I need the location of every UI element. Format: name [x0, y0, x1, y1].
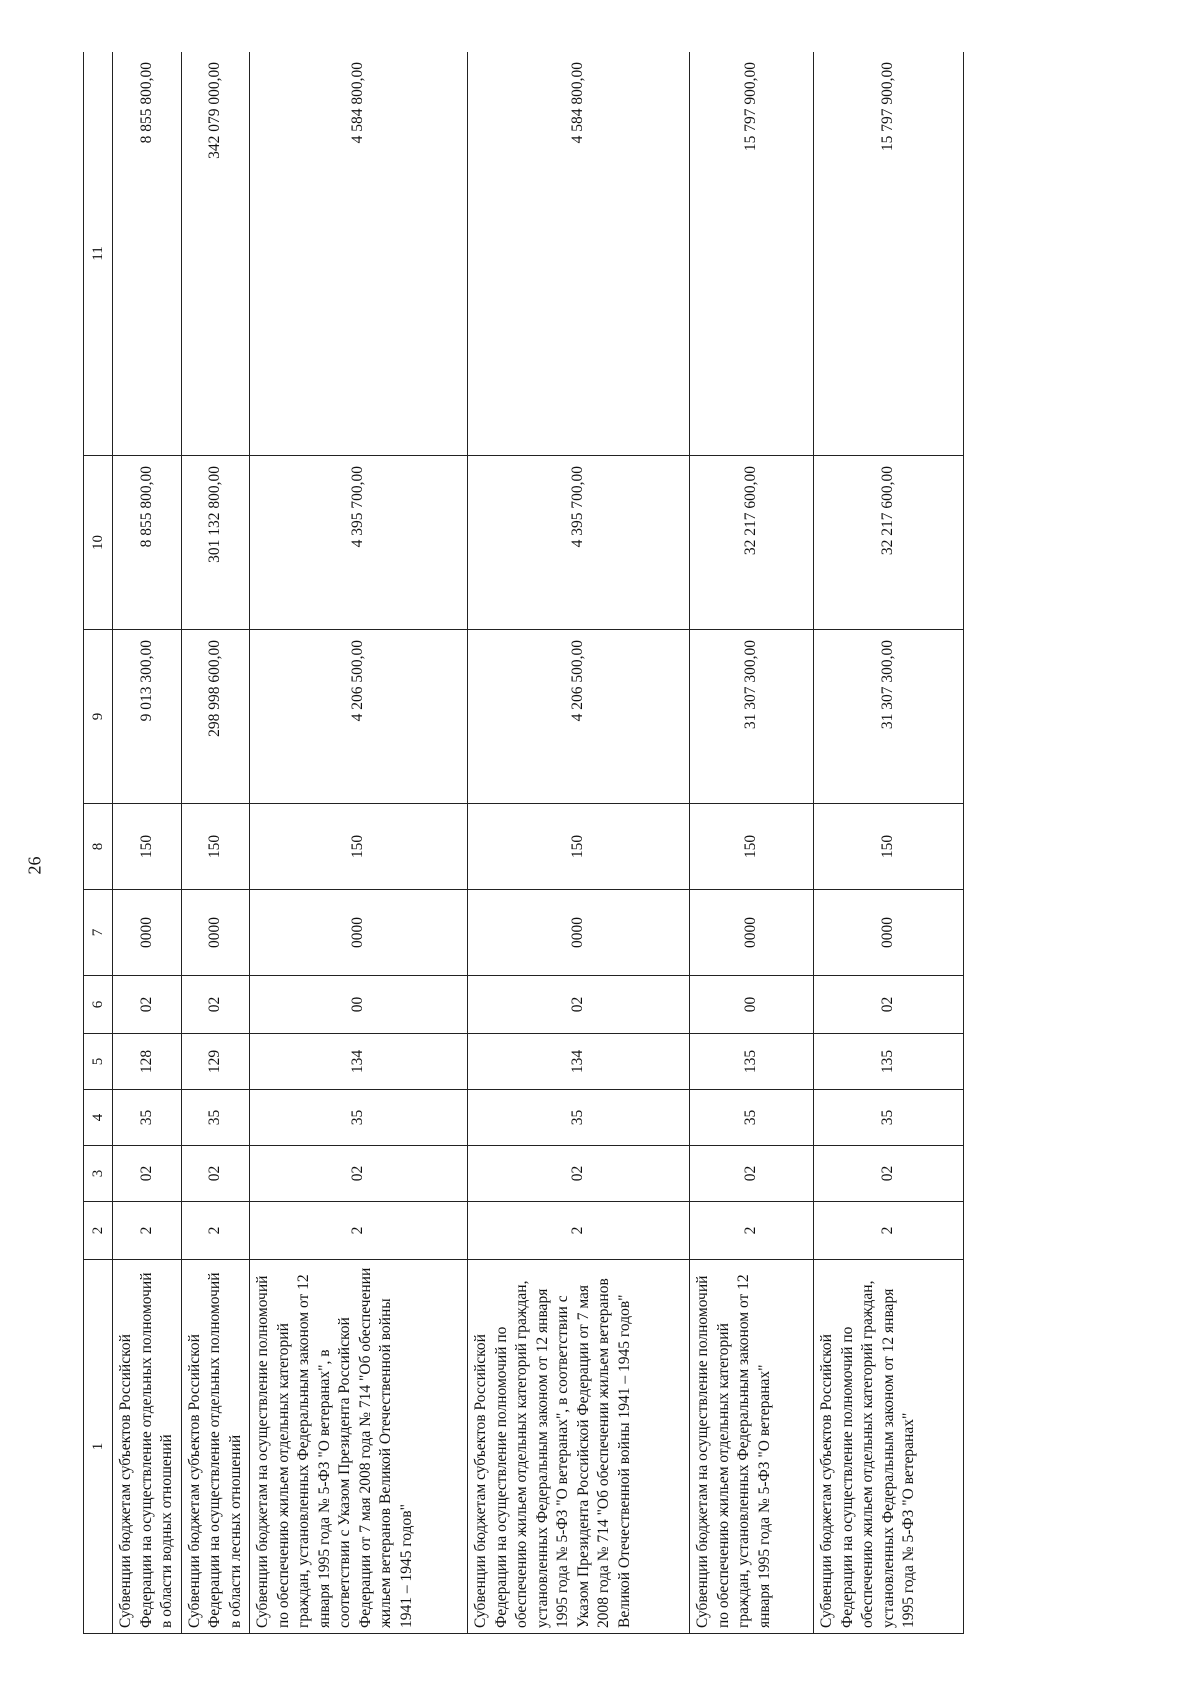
cell-col4: 35 — [814, 1090, 964, 1146]
cell-col10: 8 855 800,00 — [113, 456, 182, 630]
column-header: 8 — [84, 804, 113, 890]
cell-col9: 4 206 500,00 — [468, 630, 690, 804]
cell-col10: 32 217 600,00 — [690, 456, 814, 630]
column-header: 10 — [84, 456, 113, 630]
cell-col4: 35 — [113, 1090, 182, 1146]
cell-col4: 35 — [250, 1090, 468, 1146]
cell-col10: 32 217 600,00 — [814, 456, 964, 630]
cell-col7: 0000 — [113, 890, 182, 976]
cell-col9: 31 307 300,00 — [690, 630, 814, 804]
cell-col7: 0000 — [814, 890, 964, 976]
cell-col11: 15 797 900,00 — [814, 52, 964, 456]
cell-col11: 342 079 000,00 — [181, 52, 250, 456]
cell-col8: 150 — [181, 804, 250, 890]
cell-col2: 2 — [181, 1202, 250, 1260]
table-row — [250, 52, 468, 1634]
cell-col11: 4 584 800,00 — [468, 52, 690, 456]
cell-col7: 0000 — [690, 890, 814, 976]
cell-col8: 150 — [814, 804, 964, 890]
column-header: 1 — [84, 1260, 113, 1634]
cell-col10: 4 395 700,00 — [468, 456, 690, 630]
cell-col5: 129 — [181, 1034, 250, 1090]
rotated-page — [83, 52, 1053, 1634]
budget-table — [83, 52, 964, 1634]
cell-col2: 2 — [690, 1202, 814, 1260]
column-header: 2 — [84, 1202, 113, 1260]
row-name: Субвенции бюджетам субъектов Российской Федерации на осуществление отдельных полномочий в области лесных отношений — [181, 1260, 250, 1634]
cell-col3: 02 — [468, 1146, 690, 1202]
row-name: Субвенции бюджетам на осуществление полномочий по обеспечению жильем отдельных категорий граждан, установленных Федеральным законом от 12 января 1995 года № 5-ФЗ "О ветеранах" — [690, 1260, 814, 1634]
cell-col6: 00 — [690, 976, 814, 1034]
cell-col5: 134 — [468, 1034, 690, 1090]
cell-col6: 02 — [814, 976, 964, 1034]
cell-col2: 2 — [814, 1202, 964, 1260]
cell-col8: 150 — [250, 804, 468, 890]
table-row — [690, 52, 814, 1634]
cell-col5: 128 — [113, 1034, 182, 1090]
cell-col8: 150 — [690, 804, 814, 890]
cell-col7: 0000 — [250, 890, 468, 976]
column-header: 9 — [84, 630, 113, 804]
cell-col3: 02 — [181, 1146, 250, 1202]
cell-col11: 4 584 800,00 — [250, 52, 468, 456]
table-row — [113, 52, 182, 1634]
cell-col3: 02 — [814, 1146, 964, 1202]
cell-col10: 4 395 700,00 — [250, 456, 468, 630]
row-name: Субвенции бюджетам субъектов Российской Федерации на осуществление полномочий по обеспечению жильем отдельных категорий граждан, установленных Федеральным законом от 12 января 1995 года № 5-ФЗ "О ветеранах" — [814, 1260, 964, 1634]
page-number: 26 — [24, 856, 45, 875]
cell-col4: 35 — [690, 1090, 814, 1146]
table-row — [468, 52, 690, 1634]
cell-col6: 02 — [468, 976, 690, 1034]
cell-col11: 8 855 800,00 — [113, 52, 182, 456]
column-header: 5 — [84, 1034, 113, 1090]
cell-col2: 2 — [468, 1202, 690, 1260]
cell-col3: 02 — [690, 1146, 814, 1202]
cell-col11: 15 797 900,00 — [690, 52, 814, 456]
cell-col3: 02 — [113, 1146, 182, 1202]
cell-col3: 02 — [250, 1146, 468, 1202]
cell-col9: 9 013 300,00 — [113, 630, 182, 804]
cell-col7: 0000 — [468, 890, 690, 976]
column-header: 3 — [84, 1146, 113, 1202]
column-header: 6 — [84, 976, 113, 1034]
cell-col10: 301 132 800,00 — [181, 456, 250, 630]
cell-col6: 02 — [181, 976, 250, 1034]
column-header: 4 — [84, 1090, 113, 1146]
cell-col6: 00 — [250, 976, 468, 1034]
cell-col6: 02 — [113, 976, 182, 1034]
cell-col4: 35 — [181, 1090, 250, 1146]
row-name: Субвенции бюджетам субъектов Российской Федерации на осуществление отдельных полномочий в области водных отношений — [113, 1260, 182, 1634]
cell-col9: 298 998 600,00 — [181, 630, 250, 804]
row-name: Субвенции бюджетам субъектов Российской Федерации на осуществление полномочий по обеспечению жильем отдельных категорий граждан, установленных Федеральным законом от 12 января 1995 года № 5-ФЗ "О ветеранах", в соответствии с Указом Президента Российской Федерации от 7 мая 2008 года № 714 "Об обеспечении жильем ветеранов Великой Отечественной войны 1941 – 1945 годов" — [468, 1260, 690, 1634]
cell-col5: 134 — [250, 1034, 468, 1090]
table-row — [814, 52, 964, 1634]
cell-col2: 2 — [250, 1202, 468, 1260]
column-header: 11 — [84, 52, 113, 456]
row-name: Субвенции бюджетам на осуществление полномочий по обеспечению жильем отдельных категорий граждан, установленных Федеральным законом от 12 января 1995 года № 5-ФЗ "О ветеранах", в соответствии с Указом Президента Российской Федерации от 7 мая 2008 года № 714 "Об обеспечении жильем ветеранов Великой Отечественной войны 1941 – 1945 годов" — [250, 1260, 468, 1634]
cell-col9: 4 206 500,00 — [250, 630, 468, 804]
rotated-content — [83, 52, 1053, 1634]
cell-col9: 31 307 300,00 — [814, 630, 964, 804]
cell-col5: 135 — [690, 1034, 814, 1090]
cell-col8: 150 — [468, 804, 690, 890]
cell-col4: 35 — [468, 1090, 690, 1146]
cell-col8: 150 — [113, 804, 182, 890]
table-row — [181, 52, 250, 1634]
column-header: 7 — [84, 890, 113, 976]
header-row — [84, 52, 113, 1634]
cell-col2: 2 — [113, 1202, 182, 1260]
cell-col5: 135 — [814, 1034, 964, 1090]
cell-col7: 0000 — [181, 890, 250, 976]
